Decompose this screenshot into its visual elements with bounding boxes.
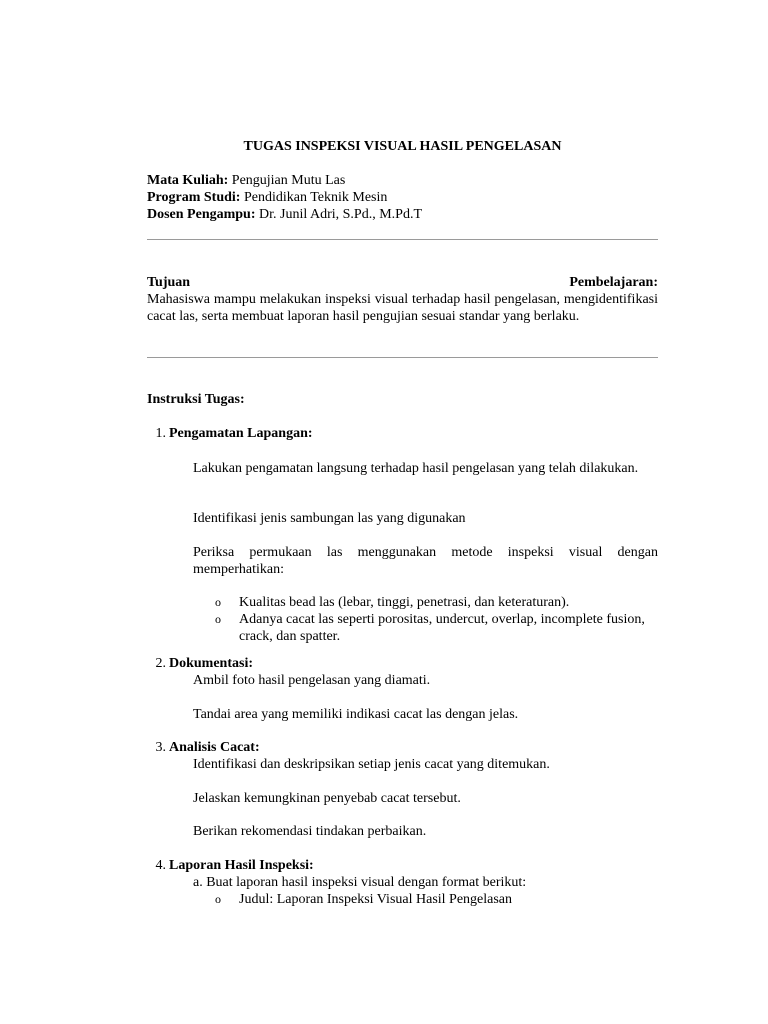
item-number: 3. [155,740,166,755]
lecturer-value: Dr. Junil Adri, S.Pd., M.Pd.T [259,207,422,222]
bullet-text: Kualitas bead las (lebar, tinggi, penetrasi, dan keteraturan). [239,595,570,610]
instructions-heading: Instruksi Tugas: [147,392,245,407]
item-paragraph: Identifikasi dan deskripsikan setiap jenis cacat yang ditemukan. [193,757,550,772]
item-paragraph: Identifikasi jenis sambungan las yang digunakan [193,511,466,526]
item-number: 4. [155,858,166,873]
instruction-item-4 [155,857,658,874]
item-paragraph: Lakukan pengamatan langsung terhadap hasil pengelasan yang telah dilakukan. [193,461,639,476]
divider-line [147,239,658,240]
document-title: TUGAS INSPEKSI VISUAL HASIL PENGELASAN [243,139,562,154]
lecturer-row [147,206,658,223]
course-label: Mata Kuliah: [147,173,229,188]
bullet-marker: o [215,595,221,609]
bullet-text: Judul: Laporan Inspeksi Visual Hasil Pengelasan [239,892,513,907]
item-title: Laporan Hasil Inspeksi: [169,858,314,873]
course-row [147,172,658,189]
item-paragraph: a. Buat laporan hasil inspeksi visual dengan format berikut: [193,875,527,890]
divider-line [147,357,658,358]
list-item [215,611,658,645]
item-title: Pengamatan Lapangan: [169,426,313,441]
item-paragraph: Berikan rekomendasi tindakan perbaikan. [193,824,427,839]
item-paragraph: Jelaskan kemungkinan penyebab cacat tersebut. [193,791,461,806]
course-value: Pengujian Mutu Las [231,173,346,188]
objective-heading-right: Pembelajaran: [569,275,658,290]
bullet-marker: o [215,892,221,906]
lecturer-label: Dosen Pengampu: [147,207,256,222]
objective-text: Mahasiswa mampu melakukan inspeksi visual terhadap hasil pengelasan, mengidentifikasi cacat las, serta membuat laporan hasil pengujian sesuai standar yang berlaku. [147,292,658,324]
item-paragraph: Ambil foto hasil pengelasan yang diamati. [193,673,431,688]
learning-objective [147,274,658,325]
item-number: 1. [155,426,166,441]
bullet-marker: o [215,612,221,626]
item-title: Dokumentasi: [169,656,254,671]
program-row [147,189,658,206]
item-title: Analisis Cacat: [169,740,260,755]
program-value: Pendidikan Teknik Mesin [243,190,388,205]
bullet-text: Adanya cacat las seperti porositas, undercut, overlap, incomplete fusion, crack, dan spatter. [239,612,645,644]
instruction-item-3 [155,739,658,756]
item-paragraph: Tandai area yang memiliki indikasi cacat las dengan jelas. [193,707,519,722]
objective-heading [147,274,658,291]
item-paragraph: Periksa permukaan las menggunakan metode inspeksi visual dengan memperhatikan: [193,545,658,577]
list-item [215,594,658,611]
item-number: 2. [155,656,166,671]
program-label: Program Studi: [147,190,241,205]
instruction-item-2 [155,655,658,672]
instruction-item-1 [155,425,658,442]
objective-heading-left: Tujuan [147,275,191,290]
list-item [215,891,658,908]
course-info [147,172,658,223]
